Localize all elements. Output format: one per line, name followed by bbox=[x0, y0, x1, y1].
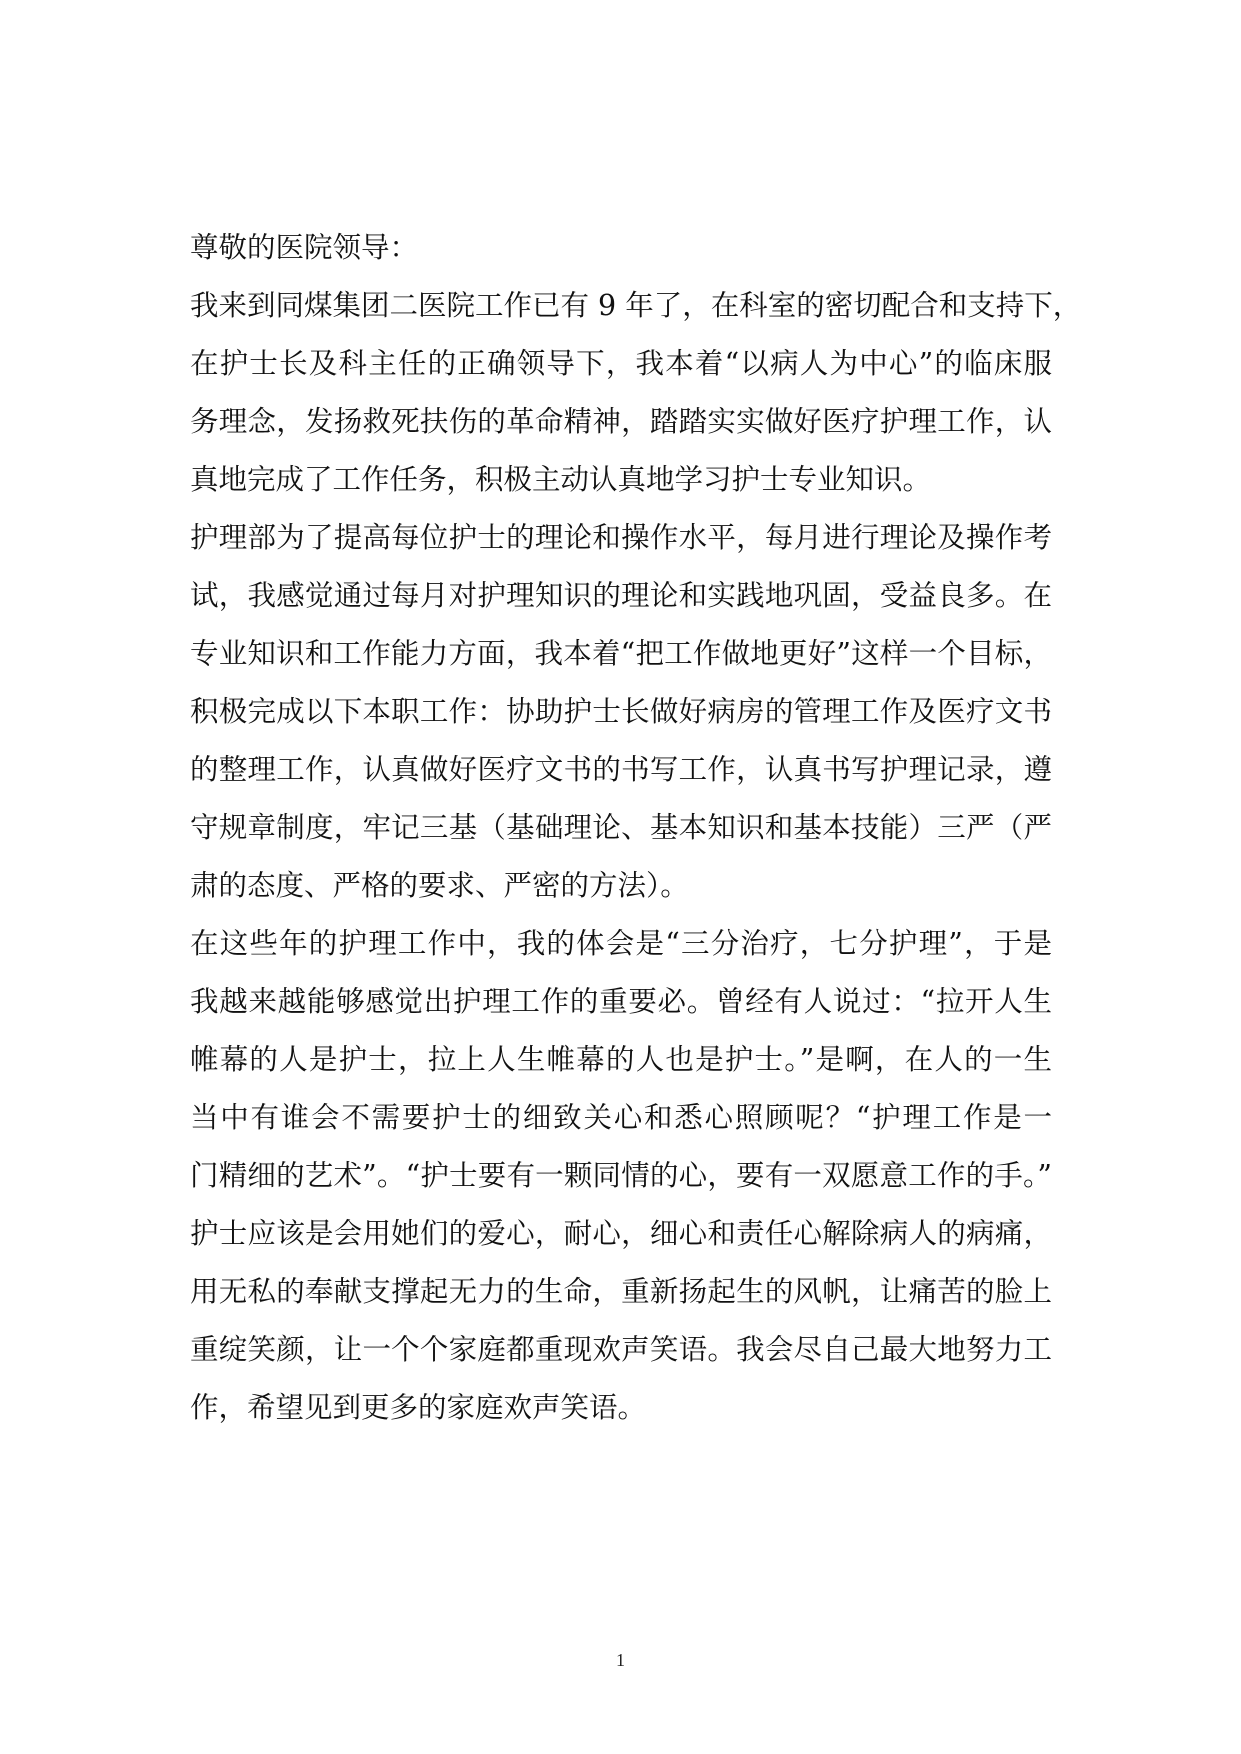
paragraph-line: 用无私的奉献支撑起无力的生命，重新扬起生的风帆，让痛苦的脸上 bbox=[190, 1275, 1052, 1308]
paragraph-line: 肃的态度、严格的要求、严密的方法）。 bbox=[190, 869, 689, 902]
paragraph-line: 帷幕的人是护士，拉上人生帷幕的人也是护士。”是啊，在人的一生 bbox=[190, 1043, 1052, 1076]
paragraph-line: 护士应该是会用她们的爱心，耐心，细心和责任心解除病人的病痛， bbox=[190, 1217, 1052, 1250]
paragraph-line: 真地完成了工作任务，积极主动认真地学习护士专业知识。 bbox=[190, 463, 932, 496]
paragraph-line: 专业知识和工作能力方面，我本着“把工作做地更好”这样一个目标， bbox=[190, 637, 1052, 670]
paragraph-line: 门精细的艺术”。“护士要有一颗同情的心，要有一双愿意工作的手。” bbox=[190, 1159, 1052, 1192]
paragraph-line: 在这些年的护理工作中，我的体会是“三分治疗，七分护理”，于是 bbox=[190, 927, 1052, 960]
paragraph-line: 务理念，发扬救死扶伤的革命精神，踏踏实实做好医疗护理工作，认 bbox=[190, 405, 1052, 438]
paragraph-line: 在护士长及科主任的正确领导下，我本着“以病人为中心”的临床服 bbox=[190, 347, 1052, 380]
paragraph-line: 作，希望见到更多的家庭欢声笑语。 bbox=[190, 1391, 647, 1424]
paragraph-line: 当中有谁会不需要护士的细致关心和悉心照顾呢？“护理工作是一 bbox=[190, 1101, 1052, 1134]
paragraph-line: 试，我感觉通过每月对护理知识的理论和实践地巩固，受益良多。在 bbox=[190, 579, 1052, 612]
page-number: 1 bbox=[616, 1650, 625, 1670]
paragraph-line: 我越来越能够感觉出护理工作的重要必。曾经有人说过：“拉开人生 bbox=[190, 985, 1052, 1018]
paragraph-line: 积极完成以下本职工作：协助护士长做好病房的管理工作及医疗文书 bbox=[190, 695, 1052, 728]
paragraph-line: 守规章制度，牢记三基（基础理论、基本知识和基本技能）三严（严 bbox=[190, 811, 1052, 844]
paragraph-line: 重绽笑颜，让一个个家庭都重现欢声笑语。我会尽自己最大地努力工 bbox=[190, 1333, 1052, 1366]
paragraph-line: 我来到同煤集团二医院工作已有 9 年了，在科室的密切配合和支持下， bbox=[190, 289, 1082, 322]
paragraph-line: 护理部为了提高每位护士的理论和操作水平，每月进行理论及操作考 bbox=[190, 521, 1052, 554]
paragraph-line: 的整理工作，认真做好医疗文书的书写工作，认真书写护理记录，遵 bbox=[190, 753, 1052, 786]
greeting-line: 尊敬的医院领导： bbox=[190, 231, 419, 264]
